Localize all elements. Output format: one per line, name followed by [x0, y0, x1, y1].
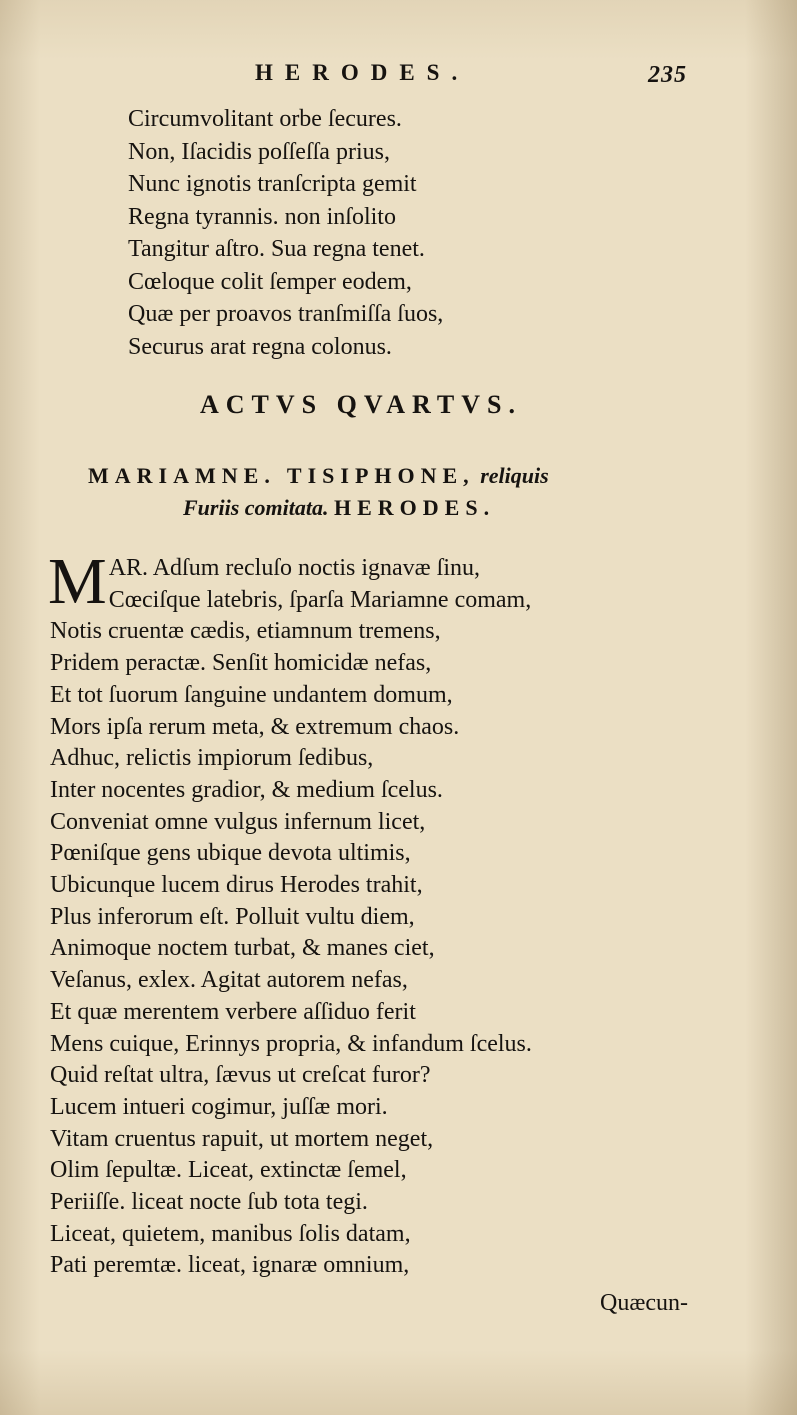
verse-line: Periiſſe. liceat nocte ſub tota tegi.: [50, 1189, 368, 1216]
act-heading: ACTVS QVARTVS.: [200, 390, 522, 419]
verse-line: Pati peremtæ. liceat, ignaræ omnium,: [50, 1252, 410, 1279]
verse-text: Adſum recluſo noctis ignavæ ſinu,: [152, 555, 481, 581]
verse-line: Cœloque colit ſemper eodem,: [128, 268, 412, 295]
verse-line: Quæ per proavos tranſmiſſa ſuos,: [128, 301, 444, 327]
verse-line: Plus inferorum eſt. Polluit vultu diem,: [50, 903, 415, 930]
page-number: 235: [648, 62, 687, 88]
verse-line: Non, Iſacidis poſſeſſa prius,: [128, 138, 390, 165]
verse-line: Notis cruentæ cædis, etiamnum tremens,: [50, 618, 441, 645]
verse-line: Quid reſtat ultra, ſævus ut creſcat furor?: [50, 1062, 431, 1089]
verse-line: Adhuc, relictis impiorum ſedibus,: [50, 745, 374, 772]
verse-line: Cœciſque latebris, ſparſa Mariamne comam,: [108, 586, 532, 613]
running-head: HERODES.: [255, 60, 470, 85]
verse-line: Et quæ merentem verbere aſſiduo ferit: [50, 998, 416, 1025]
verse-line: Tangitur aſtro. Sua regna tenet.: [128, 236, 425, 262]
verse-line: Nunc ignotis tranſcripta gemit: [128, 171, 417, 197]
speech-mariamne: [48, 545, 532, 1282]
verse-line: Vitam cruentus rapuit, ut mortem neget,: [50, 1125, 434, 1152]
persons-note: reliquis: [480, 463, 549, 488]
verse-line: Lucem intueri cogimur, juſſæ mori.: [50, 1093, 388, 1120]
verse-line: Mors ipſa rerum meta, & extremum chaos.: [50, 713, 460, 740]
verse-line: Circumvolitant orbe ſecures.: [128, 106, 402, 132]
drop-capital: M: [48, 545, 107, 618]
verse-line: Animoque noctem turbat, & manes ciet,: [50, 935, 435, 962]
speaker-label: AR.: [108, 555, 149, 581]
verse-line: Pœniſque gens ubique devota ultimis,: [50, 840, 411, 867]
verse-line: Conveniat omne vulgus infernum licet,: [50, 808, 426, 835]
verse-line: Regna tyrannis. non inſolito: [128, 203, 396, 230]
verse-line: Et tot ſuorum ſanguine undantem domum,: [50, 681, 453, 708]
catchword: Quæcun-: [600, 1290, 688, 1316]
verse-line: Ubicunque lucem dirus Herodes trahit,: [50, 872, 423, 899]
dramatis-personae: [88, 460, 688, 524]
chorus-verses: [128, 103, 443, 363]
persons-names: MARIAMNE. TISIPHONE,: [88, 463, 475, 488]
verse-line: Olim ſepultæ. Liceat, extinctæ ſemel,: [50, 1157, 407, 1184]
verse-line: Inter nocentes gradior, & medium ſcelus.: [50, 776, 443, 803]
verse-line: Mens cuique, Erinnys propria, & infandum ſcelus.: [50, 1030, 532, 1057]
verse-line: Liceat, quietem, manibus ſolis datam,: [50, 1220, 411, 1247]
verse-line: Pridem peractæ. Senſit homicidæ nefas,: [50, 650, 432, 677]
speech-opening: [48, 545, 532, 618]
persons-herodes: HERODES.: [333, 495, 496, 520]
verse-line: [50, 553, 532, 585]
persons-note-cont: Furiis comitata.: [183, 495, 329, 520]
verse-line: Veſanus, exlex. Agitat autorem nefas,: [50, 967, 408, 994]
verse-line: Securus arat regna colonus.: [128, 333, 392, 360]
